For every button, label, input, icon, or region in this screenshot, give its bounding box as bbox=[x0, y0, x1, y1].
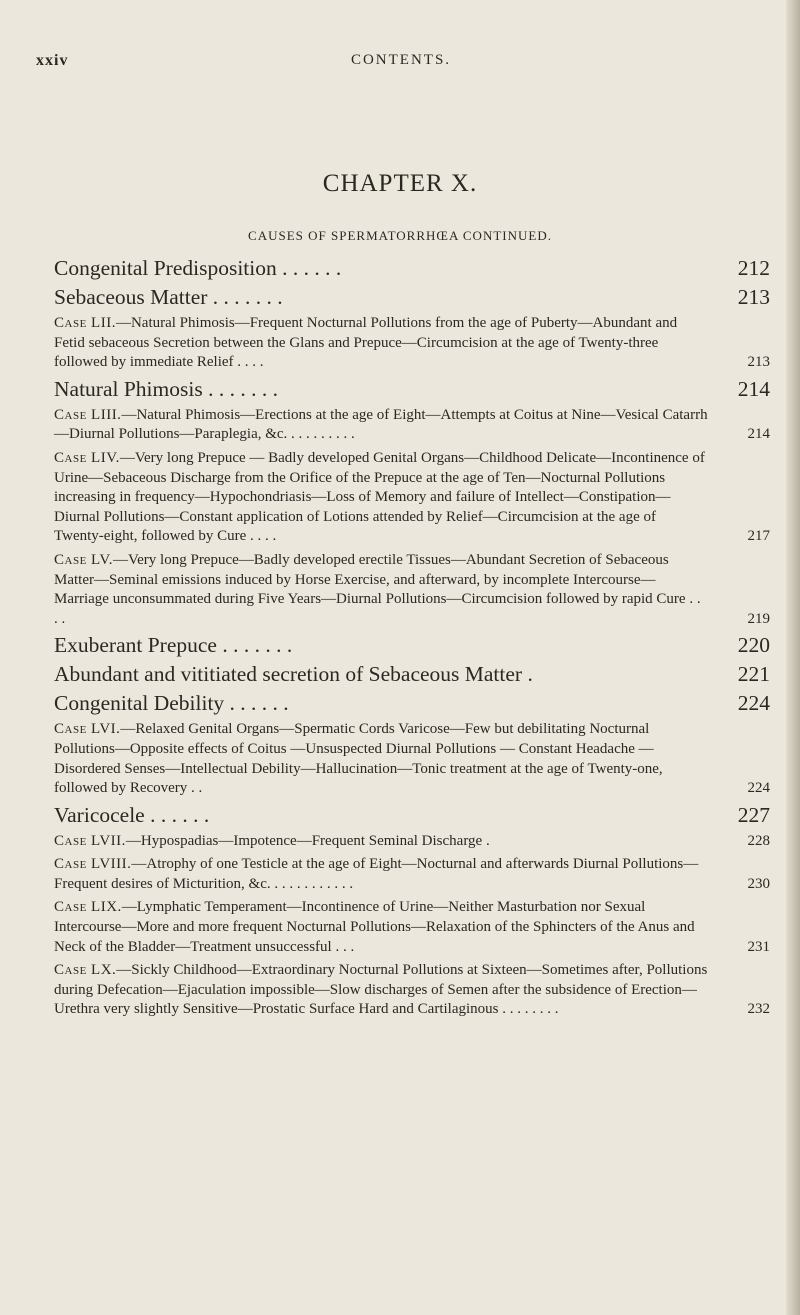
entry-page-number: 213 bbox=[737, 285, 770, 309]
entry-page-number: 214 bbox=[747, 426, 770, 443]
entry-page-number: 224 bbox=[737, 691, 770, 716]
entry-page-number: 230 bbox=[747, 875, 770, 892]
toc-case-entry bbox=[54, 720, 770, 798]
toc-heading-entry bbox=[54, 255, 770, 281]
case-label: Case LIX. bbox=[54, 899, 122, 916]
entry-text: Congenital Predisposition . . . . . . bbox=[54, 256, 342, 280]
entry-text: —Natural Phimosis—Frequent Nocturnal Pollutions from the age of Puberty—Abundant and Fetid sebaceous Secretion between the Glans and Prepuce—Circumcision at the age of Twenty-three followed by immediate Relief . . . . bbox=[54, 315, 678, 371]
toc-case-entry bbox=[54, 449, 770, 547]
entry-text: —Lymphatic Temperament—Incontinence of Urine—Neither Masturbation nor Sexual Intercourse—More and more frequent Nocturnal Pollutions—Relaxation of the Sphincters of the Anus and Neck of the Bladder—Treatment unsuccessful . . . bbox=[54, 899, 695, 955]
case-label: Case LVI. bbox=[54, 721, 121, 738]
toc-case-entry bbox=[54, 898, 770, 957]
entry-page-number: 224 bbox=[747, 780, 770, 797]
chapter-subtitle: CAUSES OF SPERMATORRHŒA CONTINUED. bbox=[248, 228, 552, 243]
entry-page-number: 228 bbox=[747, 832, 770, 849]
case-label: Case LIV. bbox=[54, 449, 120, 466]
entry-page-number: 221 bbox=[737, 662, 770, 687]
toc-case-entry bbox=[54, 551, 770, 629]
entry-text: Exuberant Prepuce . . . . . . . bbox=[54, 633, 293, 658]
toc-case-entry bbox=[54, 961, 770, 1020]
entry-text: —Hypospadias—Impotence—Frequent Seminal Discharge . bbox=[125, 832, 490, 849]
entry-text: —Relaxed Genital Organs—Spermatic Cords Varicose—Few but debilitating Nocturnal Pollutions—Opposite effects of Coitus —Unsuspected Diurnal Pollutions — Constant Headache — Disordered Senses—Intellectual Debility—Hallucination—Tonic treatment at the age of Twenty-one, followed by Recovery . . bbox=[54, 721, 663, 797]
entry-page-number: 212 bbox=[737, 256, 770, 280]
case-label: Case LVIII. bbox=[54, 856, 132, 873]
toc-heading-entry bbox=[54, 690, 770, 716]
entry-text: —Natural Phimosis—Erections at the age of Eight—Attempts at Coitus at Nine—Vesical Catarrh—Diurnal Pollutions—Paraplegia, &c. . . . . . . . . . bbox=[54, 406, 708, 443]
entry-page-number: 231 bbox=[747, 938, 770, 955]
entry-page-number: 214 bbox=[737, 376, 770, 401]
case-label: Case LII. bbox=[54, 315, 116, 331]
entry-text: —Very long Prepuce — Badly developed Genital Organs—Childhood Delicate—Incontinence of Urine—Sebaceous Discharge from the Orifice of the Prepuce at the age of Ten—Nocturnal Pollutions increasing in frequency—Hypochondriasis—Loss of Memory and failure of Intellect—Constipation—Diurnal Pollutions—Constant application of Lotions attended by Relief—Circumcision at the age of Twenty-eight, followed by Cure . . . . bbox=[54, 449, 705, 545]
page-number: xxiv bbox=[36, 52, 69, 69]
entry-page-number: 213 bbox=[747, 354, 770, 371]
toc-case-entry bbox=[54, 832, 770, 852]
entry-page-number: 220 bbox=[737, 633, 770, 658]
entry-page-number: 219 bbox=[747, 610, 770, 627]
toc-heading-entry bbox=[54, 632, 770, 658]
toc-heading-entry bbox=[54, 802, 770, 828]
case-label: Case LV. bbox=[54, 551, 113, 568]
entry-page-number: 227 bbox=[737, 802, 770, 827]
entry-page-number: 232 bbox=[747, 1001, 770, 1018]
toc-heading-entry bbox=[54, 376, 770, 402]
table-of-contents bbox=[54, 252, 770, 1020]
entry-page-number: 217 bbox=[747, 528, 770, 545]
case-label: Case LIII. bbox=[54, 406, 122, 423]
entry-text: Sebaceous Matter . . . . . . . bbox=[54, 285, 283, 309]
toc-heading-entry bbox=[54, 284, 770, 310]
entry-text: —Sickly Childhood—Extraordinary Nocturnal Pollutions at Sixteen—Sometimes after, Pollutions during Defecation—Ejaculation impossible—Slow discharges of Semen after the subsidence of Erection—Urethra very slightly Sensitive—Prostatic Surface Hard and Cartilaginous . . . . . . . . bbox=[54, 962, 708, 1018]
running-head-title: CONTENTS. bbox=[350, 52, 452, 68]
case-label: Case LVII. bbox=[54, 832, 126, 849]
toc-case-entry bbox=[54, 314, 770, 373]
entry-text: Abundant and vititiated secretion of Sebaceous Matter . bbox=[54, 662, 533, 687]
toc-case-entry bbox=[54, 406, 770, 445]
toc-heading-entry bbox=[54, 661, 770, 687]
case-label: Case LX. bbox=[54, 962, 117, 979]
entry-text: —Very long Prepuce—Badly developed erectile Tissues—Abundant Secretion of Sebaceous Matter—Seminal emissions induced by Horse Exercise, and afterward, by incomplete Intercourse—Marriage unconsummated during Five Years—Diurnal Pollutions—Circumcision followed by rapid Cure . . . . bbox=[54, 551, 701, 627]
entry-text: Congenital Debility . . . . . . bbox=[54, 691, 289, 716]
entry-text: —Atrophy of one Testicle at the age of Eight—Nocturnal and afterwards Diurnal Pollutions—Frequent desires of Micturition, &c. . . . . . . . . . . . bbox=[54, 856, 699, 892]
chapter-title: CHAPTER X. bbox=[322, 170, 478, 197]
toc-case-entry bbox=[54, 855, 770, 894]
entry-text: Natural Phimosis . . . . . . . bbox=[54, 376, 278, 401]
running-head bbox=[36, 52, 766, 78]
entry-text: Varicocele . . . . . . bbox=[54, 802, 210, 827]
